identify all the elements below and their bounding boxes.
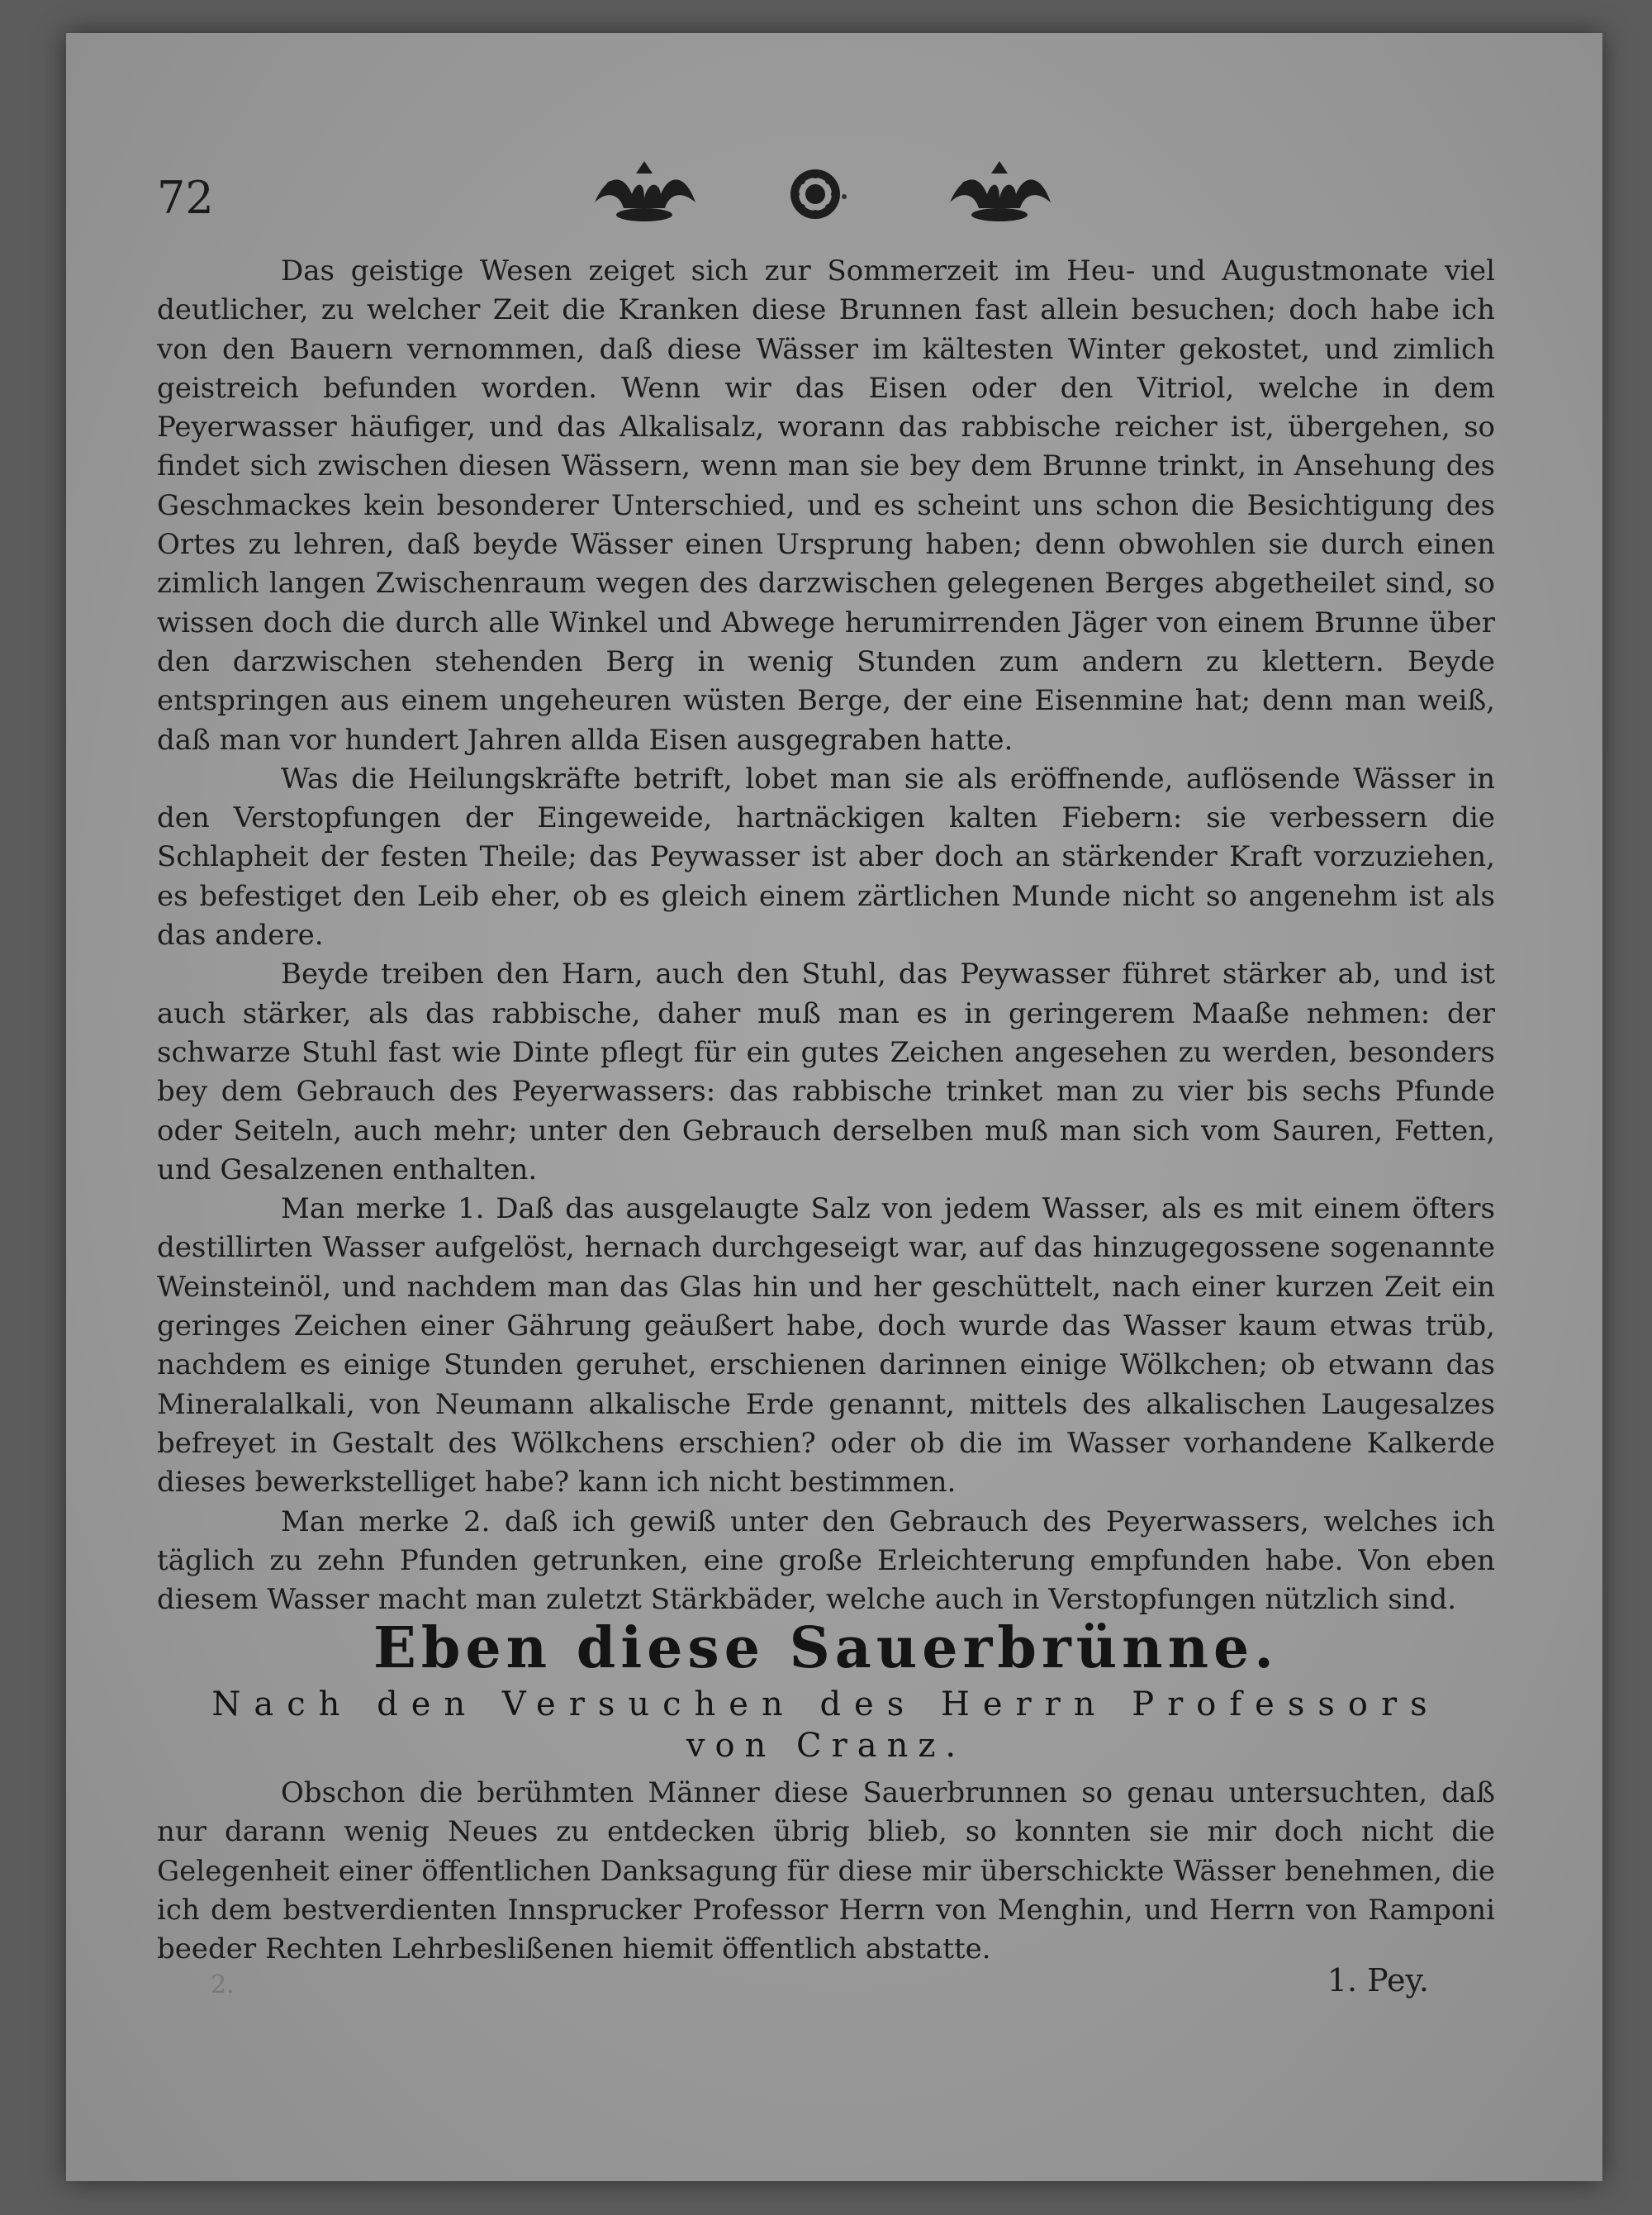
paragraph: Man merke 2. daß ich gewiß unter den Gebrauch des Peyerwassers, welches ich täglich zu zehn Pfunden getrunken, eine große Erleichterung empfunden habe. Von eben diesem Wasser macht man zuletzt Stärkbäder, welche auch in Verstopfungen nützlich sind. xyxy=(157,1504,1495,1617)
floral-vignette-icon xyxy=(942,157,1057,231)
rosette-icon xyxy=(782,157,848,231)
main-text xyxy=(157,252,1495,1619)
section-text xyxy=(157,1774,1495,1969)
paragraph: Das geistige Wesen zeiget sich zur Sommerzeit im Heu- und Augustmonate viel deutlicher, zu welcher Zeit die Kranken diese Brunnen fast allein besuchen; doch habe ich von den Bauern vernommen, daß diese Wässer im kältesten Winter gekostet, und zimlich geistreich befunden worden. Wenn wir das Eisen oder den Vitriol, welche in dem Peyerwasser häufiger, und das Alkalisalz, worann das rabbische reicher ist, übergehen, so findet sich zwischen diesen Wässern, wenn man sie bey dem Brunne trinkt, in Ansehung des Geschmackes kein besonderer Unterschied, und es scheint uns schon die Besichtigung des Ortes zu lehren, daß beyde Wässer einen Ursprung haben; denn obwohlen sie durch einen zimlich langen Zwischenraum wegen des darzwischen gelegenen Berges abgetheilet sind, so wissen doch die durch alle Winkel und Abwege herumirrenden Jäger von einem Brunne über den darzwischen stehenden Berg in wenig Stunden zum andern zu klettern. Beyde entspringen aus einem ungeheuren wüsten Berge, der eine Eisenmine hat; denn man weiß, daß man vor hundert Jahren allda Eisen ausgegraben hatte. xyxy=(157,254,1495,757)
signature-mark: 2. xyxy=(211,1970,235,1999)
section-title: Eben diese Sauerbrünne. xyxy=(373,1615,1279,1681)
page-header xyxy=(157,157,1495,231)
section-subtitle: Nach den Versuchen des Herrn Professors xyxy=(211,1685,1441,1723)
paragraph: Obschon die berühmten Männer diese Sauerbrunnen so genau untersuchten, daß nur darann wenig Neues zu entdecken übrig blieb, so konnten sie mir doch nicht die Gelegenheit einer öffentlichen Danksagung für diese mir überschickte Wässer benehmen, die ich dem bestverdienten Innsprucker Professor Herrn von Menghin, und Herrn von Ramponi beeder Rechten Lehrbeslißenen hiemit öffentlich abstatte. xyxy=(157,1776,1495,1966)
floral-vignette-icon xyxy=(586,157,702,231)
paragraph: Man merke 1. Daß das ausgelaugte Salz von jedem Wasser, als es mit einem öfters destillirten Wasser aufgelöst, hernach durchgeseigt war, auf das hinzugegossene sogenannte Weinsteinöl, und nachdem man das Glas hin und her geschüttelt, nach einer kurzen Zeit ein geringes Zeichen einer Gährung geäußert habe, doch wurde das Wasser kaum etwas trüb, nachdem es einige Stunden geruhet, erschienen darinnen einige Wölkchen; ob etwann das Mineralalkali, von Neumann alkalische Erde genannt, mittels des alkalischen Laugesalzes befreyet in Gestalt des Wölkchens erschien? oder ob die im Wasser vorhandene Kalkerde dieses bewerkstelliget habe? kann ich nicht bestimmen. xyxy=(157,1192,1495,1500)
section-subtitle-author: von Cranz. xyxy=(686,1727,966,1765)
document-page xyxy=(66,33,1602,2181)
page-number: 72 xyxy=(157,172,214,224)
catchword: 1. Pey. xyxy=(1327,1962,1429,1999)
paragraph: Beyde treiben den Harn, auch den Stuhl, das Peywasser führet stärker ab, und ist auch stärker, als das rabbische, daher muß man es in geringerem Maaße nehmen: der schwarze Stuhl fast wie Dinte pflegt für ein gutes Zeichen angesehen zu werden, besonders bey dem Gebrauch des Peyerwassers: das rabbische trinket man zu vier bis sechs Pfunde oder Seiteln, auch mehr; unter den Gebrauch derselben muß man sich vom Sauren, Fetten, und Gesalzenen enthalten. xyxy=(157,958,1495,1186)
paragraph: Was die Heilungskräfte betrift, lobet man sie als eröffnende, auflösende Wässer in den Verstopfungen der Eingeweide, hartnäckigen kalten Fiebern: sie verbessern die Schlapheit der festen Theile; das Peywasser ist aber doch an stärkender Kraft vorzuziehen, es befestiget den Leib eher, ob es gleich einem zärtlichen Munde nicht so angenehm ist als das andere. xyxy=(157,762,1495,953)
